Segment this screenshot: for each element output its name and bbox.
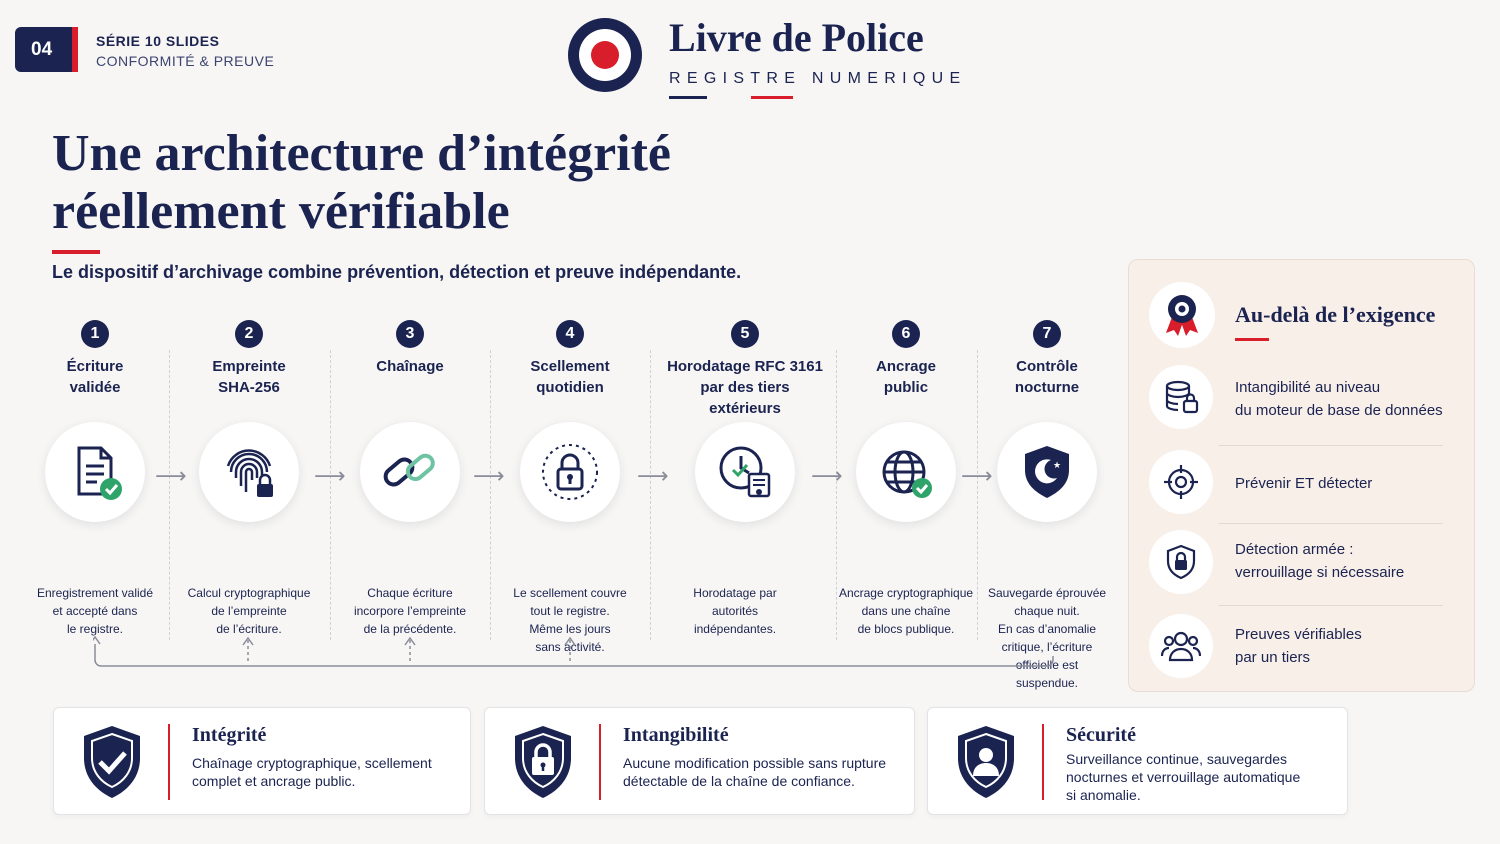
clock-certificate-icon xyxy=(695,422,795,522)
step-desc-line: sans activité. xyxy=(535,640,605,654)
card-intangibility xyxy=(484,707,915,815)
step-title-line: par des tiers xyxy=(700,379,790,396)
step-title-line: Scellement xyxy=(530,358,610,375)
shield-check-icon xyxy=(80,724,144,800)
step-title xyxy=(655,356,835,422)
step-desc-line: Horodatage par xyxy=(693,586,777,600)
step-desc-line: de l’empreinte xyxy=(211,604,287,618)
step-title xyxy=(330,356,490,422)
card-text xyxy=(623,754,886,790)
padlock-icon xyxy=(520,422,620,522)
step-description xyxy=(330,556,490,638)
page-title-line2: réellement vérifiable xyxy=(52,183,510,240)
slide-number-badge xyxy=(15,27,77,72)
panel-item-text xyxy=(1235,538,1404,584)
panel-title: Au-delà de l’exigence xyxy=(1235,302,1436,327)
panel-divider xyxy=(1219,523,1443,524)
card-text-line: Surveillance continue, sauvegardes xyxy=(1066,751,1288,767)
step-title-line: Ancrage xyxy=(875,358,937,375)
shield-person-icon xyxy=(954,724,1018,800)
step-desc-line: Calcul cryptographique xyxy=(187,586,311,600)
step-description xyxy=(15,556,175,638)
card-text-line: détectable de la chaîne de confiance. xyxy=(623,773,855,789)
brand-underline-red xyxy=(751,96,793,99)
step-2 xyxy=(169,320,329,638)
step-1 xyxy=(15,320,175,638)
page-title-line1: Une architecture d’intégrité xyxy=(52,125,671,182)
card-text xyxy=(1066,750,1300,804)
slide-number: 04 xyxy=(31,38,53,60)
document-check-icon xyxy=(45,422,145,522)
page-subtitle: Le dispositif d’archivage combine prévention, détection et preuve indépendante. xyxy=(52,262,742,282)
step-title xyxy=(15,356,175,422)
card-title: Intégrité xyxy=(192,724,267,746)
step-title-line: public xyxy=(883,379,929,396)
panel-item xyxy=(1149,450,1459,516)
card-text-line: si anomalie. xyxy=(1066,787,1141,803)
step-desc-line: incorpore l’empreinte xyxy=(353,604,467,618)
panel-item-text xyxy=(1235,376,1443,422)
step-description xyxy=(635,556,835,638)
brand-underline-navy xyxy=(669,96,707,99)
panel-item-text xyxy=(1235,623,1362,669)
card-title: Intangibilité xyxy=(623,724,729,746)
step-5 xyxy=(655,320,835,638)
brand-subtitle: REGISTRE NUMERIQUE xyxy=(669,70,967,87)
step-title-line: Chaînage xyxy=(376,358,444,375)
panel-divider xyxy=(1219,445,1443,446)
panel-item-line: par un tiers xyxy=(1235,649,1311,666)
panel-divider xyxy=(1219,605,1443,606)
step-number: 6 xyxy=(892,320,920,348)
panel-item-text xyxy=(1235,472,1372,495)
step-desc-line: En cas d’anomalie xyxy=(997,622,1097,636)
panel-item xyxy=(1149,530,1459,596)
step-title-line: quotidien xyxy=(536,379,604,396)
step-4 xyxy=(490,320,650,656)
panel-item-line: verrouillage si nécessaire xyxy=(1235,564,1405,581)
step-title-line: Horodatage RFC 3161 xyxy=(667,358,823,375)
step-desc-line: tout le registre. xyxy=(530,604,610,618)
step-desc-line: Enregistrement validé xyxy=(36,586,154,600)
step-number: 5 xyxy=(731,320,759,348)
step-description xyxy=(826,556,986,638)
step-desc-line: critique, l’écriture xyxy=(1001,640,1093,654)
series-line2: CONFORMITÉ & PREUVE xyxy=(96,53,275,69)
card-title: Sécurité xyxy=(1066,724,1136,746)
step-title xyxy=(826,356,986,422)
series-line1: SÉRIE 10 SLIDES xyxy=(96,33,220,49)
step-number: 7 xyxy=(1033,320,1061,348)
step-6 xyxy=(826,320,986,638)
step-desc-line: dans une chaîne xyxy=(861,604,951,618)
step-title xyxy=(490,356,650,422)
panel-item-line: Prévenir ET détecter xyxy=(1235,475,1373,492)
step-desc-line: Le scellement couvre xyxy=(513,586,627,600)
card-integrity xyxy=(53,707,471,815)
step-title-line: Contrôle xyxy=(1016,358,1078,375)
panel-item-line: Preuves vérifiables xyxy=(1235,626,1362,643)
panel-item-line: Intangibilité au niveau xyxy=(1235,379,1381,396)
step-title-line: extérieurs xyxy=(709,400,781,417)
flow-arrow-icon: ⟶ xyxy=(811,463,843,488)
flow-arrow-icon: ⟶ xyxy=(155,463,187,488)
globe-check-icon xyxy=(856,422,956,522)
panel-item-line: du moteur de base de données xyxy=(1235,402,1443,419)
step-title-line: SHA-256 xyxy=(218,379,280,396)
card-text-line: Chaînage cryptographique, scellement xyxy=(192,755,432,771)
panel-title-underline xyxy=(1235,338,1269,341)
step-desc-line: de l’écriture. xyxy=(216,622,282,636)
step-number: 2 xyxy=(235,320,263,348)
badge-red-stripe xyxy=(72,27,78,72)
flow-arrow-icon: ⟶ xyxy=(637,463,669,488)
step-desc-line: suspendue. xyxy=(1015,676,1079,690)
step-desc-line: chaque nuit. xyxy=(1014,604,1080,618)
card-red-bar xyxy=(1042,724,1044,800)
card-text-line: nocturnes et verrouillage automatique xyxy=(1066,769,1301,785)
people-icon xyxy=(1149,614,1213,678)
step-desc-line: officielle est xyxy=(1015,658,1079,672)
step-title-line: validée xyxy=(69,379,121,396)
step-3 xyxy=(330,320,490,638)
step-desc-line: Sauvegarde éprouvée xyxy=(987,586,1107,600)
step-desc-line: autorités xyxy=(711,604,759,618)
step-number: 3 xyxy=(396,320,424,348)
card-security xyxy=(927,707,1348,815)
beyond-requirements-panel xyxy=(1128,259,1475,692)
target-icon xyxy=(1149,450,1213,514)
step-title xyxy=(972,356,1122,422)
card-text-line: complet et ancrage public. xyxy=(192,773,356,789)
page-title xyxy=(52,125,812,241)
flow-arrow-icon: ⟶ xyxy=(314,463,346,488)
step-number: 4 xyxy=(556,320,584,348)
night-shield-icon xyxy=(997,422,1097,522)
title-underline xyxy=(52,250,100,254)
roundel-logo-icon xyxy=(567,17,643,93)
series-label xyxy=(96,33,274,69)
flow-arrow-icon: ⟶ xyxy=(961,463,993,488)
step-desc-line: et accepté dans xyxy=(52,604,138,618)
fingerprint-lock-icon xyxy=(199,422,299,522)
step-number: 1 xyxy=(81,320,109,348)
step-title xyxy=(169,356,329,422)
step-desc-line: Ancrage cryptographique xyxy=(838,586,974,600)
step-desc-line: Même les jours xyxy=(529,622,611,636)
shield-padlock-icon xyxy=(511,724,575,800)
panel-item xyxy=(1149,365,1459,431)
card-text xyxy=(192,754,432,790)
step-title-line: nocturne xyxy=(1014,379,1080,396)
flow-arrow-icon: ⟶ xyxy=(473,463,505,488)
step-desc-line: de blocs publique. xyxy=(857,622,955,636)
svg-text:★: ★ xyxy=(1053,461,1062,471)
step-desc-line: le registre. xyxy=(66,622,124,636)
card-red-bar xyxy=(599,724,601,800)
brand-title: Livre de Police xyxy=(669,15,924,60)
step-desc-line: Chaque écriture xyxy=(367,586,453,600)
shield-lock-icon xyxy=(1149,530,1213,594)
panel-item-line: Détection armée : xyxy=(1235,541,1354,558)
step-desc-line: indépendantes. xyxy=(693,622,777,636)
step-title-line: Écriture xyxy=(66,358,124,375)
chain-link-icon xyxy=(360,422,460,522)
step-title-line: Empreinte xyxy=(212,358,286,375)
feedback-loop-arrows-icon xyxy=(93,636,1063,672)
panel-item xyxy=(1149,614,1459,680)
medal-icon xyxy=(1149,282,1215,348)
step-desc-line: de la précédente. xyxy=(363,622,457,636)
card-red-bar xyxy=(168,724,170,800)
card-text-line: Aucune modification possible sans rupture xyxy=(623,755,887,771)
step-description xyxy=(169,556,329,638)
database-lock-icon xyxy=(1149,365,1213,429)
